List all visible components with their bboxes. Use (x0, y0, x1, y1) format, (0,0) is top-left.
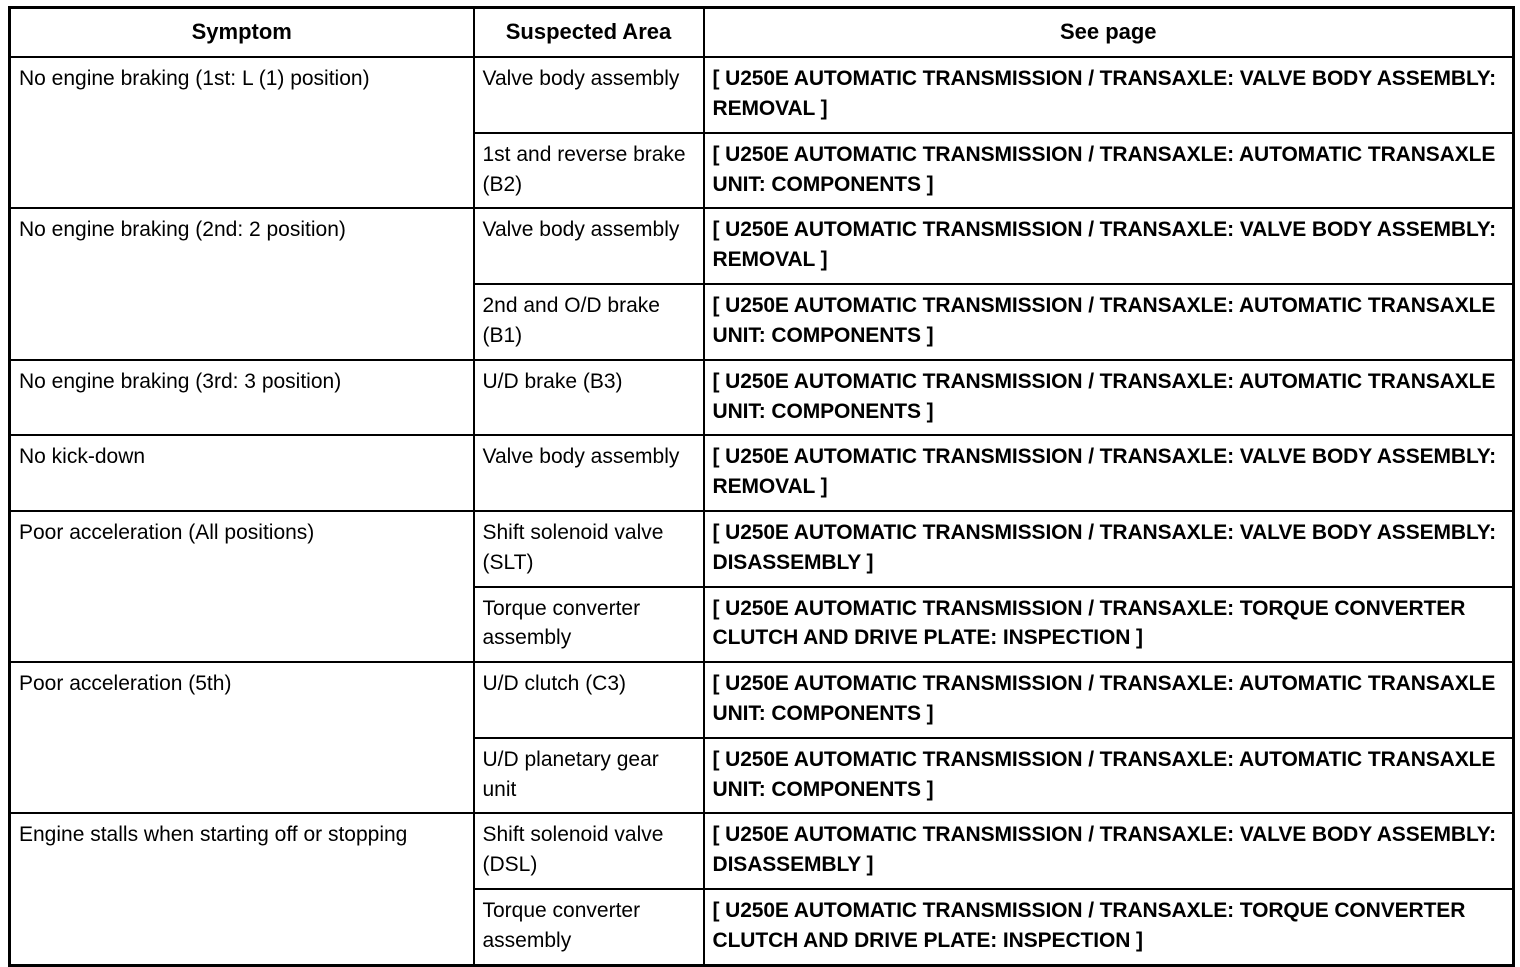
column-header-suspected-area: Suspected Area (474, 8, 704, 58)
symptom-cell: Poor acceleration (5th) (10, 662, 474, 813)
suspected-area-cell: U/D brake (B3) (474, 360, 704, 436)
symptom-cell: No engine braking (2nd: 2 position) (10, 208, 474, 359)
suspected-area-cell: Shift solenoid valve (SLT) (474, 511, 704, 587)
see-page-cell[interactable]: [ U250E AUTOMATIC TRANSMISSION / TRANSAXLE: TORQUE CONVERTER CLUTCH AND DRIVE PLATE: INSPECTION ] (704, 587, 1514, 663)
suspected-area-cell: Torque converter assembly (474, 587, 704, 663)
see-page-cell[interactable]: [ U250E AUTOMATIC TRANSMISSION / TRANSAXLE: VALVE BODY ASSEMBLY: DISASSEMBLY ] (704, 511, 1514, 587)
suspected-area-cell: Valve body assembly (474, 208, 704, 284)
symptom-cell: No engine braking (3rd: 3 position) (10, 360, 474, 436)
suspected-area-cell: 2nd and O/D brake (B1) (474, 284, 704, 360)
suspected-area-cell: Torque converter assembly (474, 889, 704, 965)
symptom-troubleshooting-table (8, 6, 1515, 967)
suspected-area-cell: Valve body assembly (474, 57, 704, 133)
symptom-cell: Poor acceleration (All positions) (10, 511, 474, 662)
column-header-see-page: See page (704, 8, 1514, 58)
see-page-cell[interactable]: [ U250E AUTOMATIC TRANSMISSION / TRANSAXLE: AUTOMATIC TRANSAXLE UNIT: COMPONENTS ] (704, 133, 1514, 209)
symptom-cell: Engine stalls when starting off or stopping (10, 813, 474, 965)
see-page-cell[interactable]: [ U250E AUTOMATIC TRANSMISSION / TRANSAXLE: TORQUE CONVERTER CLUTCH AND DRIVE PLATE: INSPECTION ] (704, 889, 1514, 965)
see-page-cell[interactable]: [ U250E AUTOMATIC TRANSMISSION / TRANSAXLE: AUTOMATIC TRANSAXLE UNIT: COMPONENTS ] (704, 360, 1514, 436)
table-row (10, 435, 1514, 511)
see-page-cell[interactable]: [ U250E AUTOMATIC TRANSMISSION / TRANSAXLE: AUTOMATIC TRANSAXLE UNIT: COMPONENTS ] (704, 662, 1514, 738)
suspected-area-cell: U/D clutch (C3) (474, 662, 704, 738)
table-row (10, 813, 1514, 889)
suspected-area-cell: U/D planetary gear unit (474, 738, 704, 814)
suspected-area-cell: Valve body assembly (474, 435, 704, 511)
suspected-area-cell: 1st and reverse brake (B2) (474, 133, 704, 209)
symptom-cell: No kick-down (10, 435, 474, 511)
see-page-cell[interactable]: [ U250E AUTOMATIC TRANSMISSION / TRANSAXLE: VALVE BODY ASSEMBLY: REMOVAL ] (704, 435, 1514, 511)
suspected-area-cell: Shift solenoid valve (DSL) (474, 813, 704, 889)
table-body (10, 57, 1514, 965)
see-page-cell[interactable]: [ U250E AUTOMATIC TRANSMISSION / TRANSAXLE: VALVE BODY ASSEMBLY: REMOVAL ] (704, 208, 1514, 284)
symptom-cell: No engine braking (1st: L (1) position) (10, 57, 474, 208)
see-page-cell[interactable]: [ U250E AUTOMATIC TRANSMISSION / TRANSAXLE: AUTOMATIC TRANSAXLE UNIT: COMPONENTS ] (704, 284, 1514, 360)
table-row (10, 360, 1514, 436)
table-header (10, 8, 1514, 58)
see-page-cell[interactable]: [ U250E AUTOMATIC TRANSMISSION / TRANSAXLE: VALVE BODY ASSEMBLY: DISASSEMBLY ] (704, 813, 1514, 889)
see-page-cell[interactable]: [ U250E AUTOMATIC TRANSMISSION / TRANSAXLE: VALVE BODY ASSEMBLY: REMOVAL ] (704, 57, 1514, 133)
table-row (10, 662, 1514, 738)
see-page-cell[interactable]: [ U250E AUTOMATIC TRANSMISSION / TRANSAXLE: AUTOMATIC TRANSAXLE UNIT: COMPONENTS ] (704, 738, 1514, 814)
table-header-row (10, 8, 1514, 58)
table-row (10, 511, 1514, 587)
column-header-symptom: Symptom (10, 8, 474, 58)
table-row (10, 57, 1514, 133)
table-row (10, 208, 1514, 284)
